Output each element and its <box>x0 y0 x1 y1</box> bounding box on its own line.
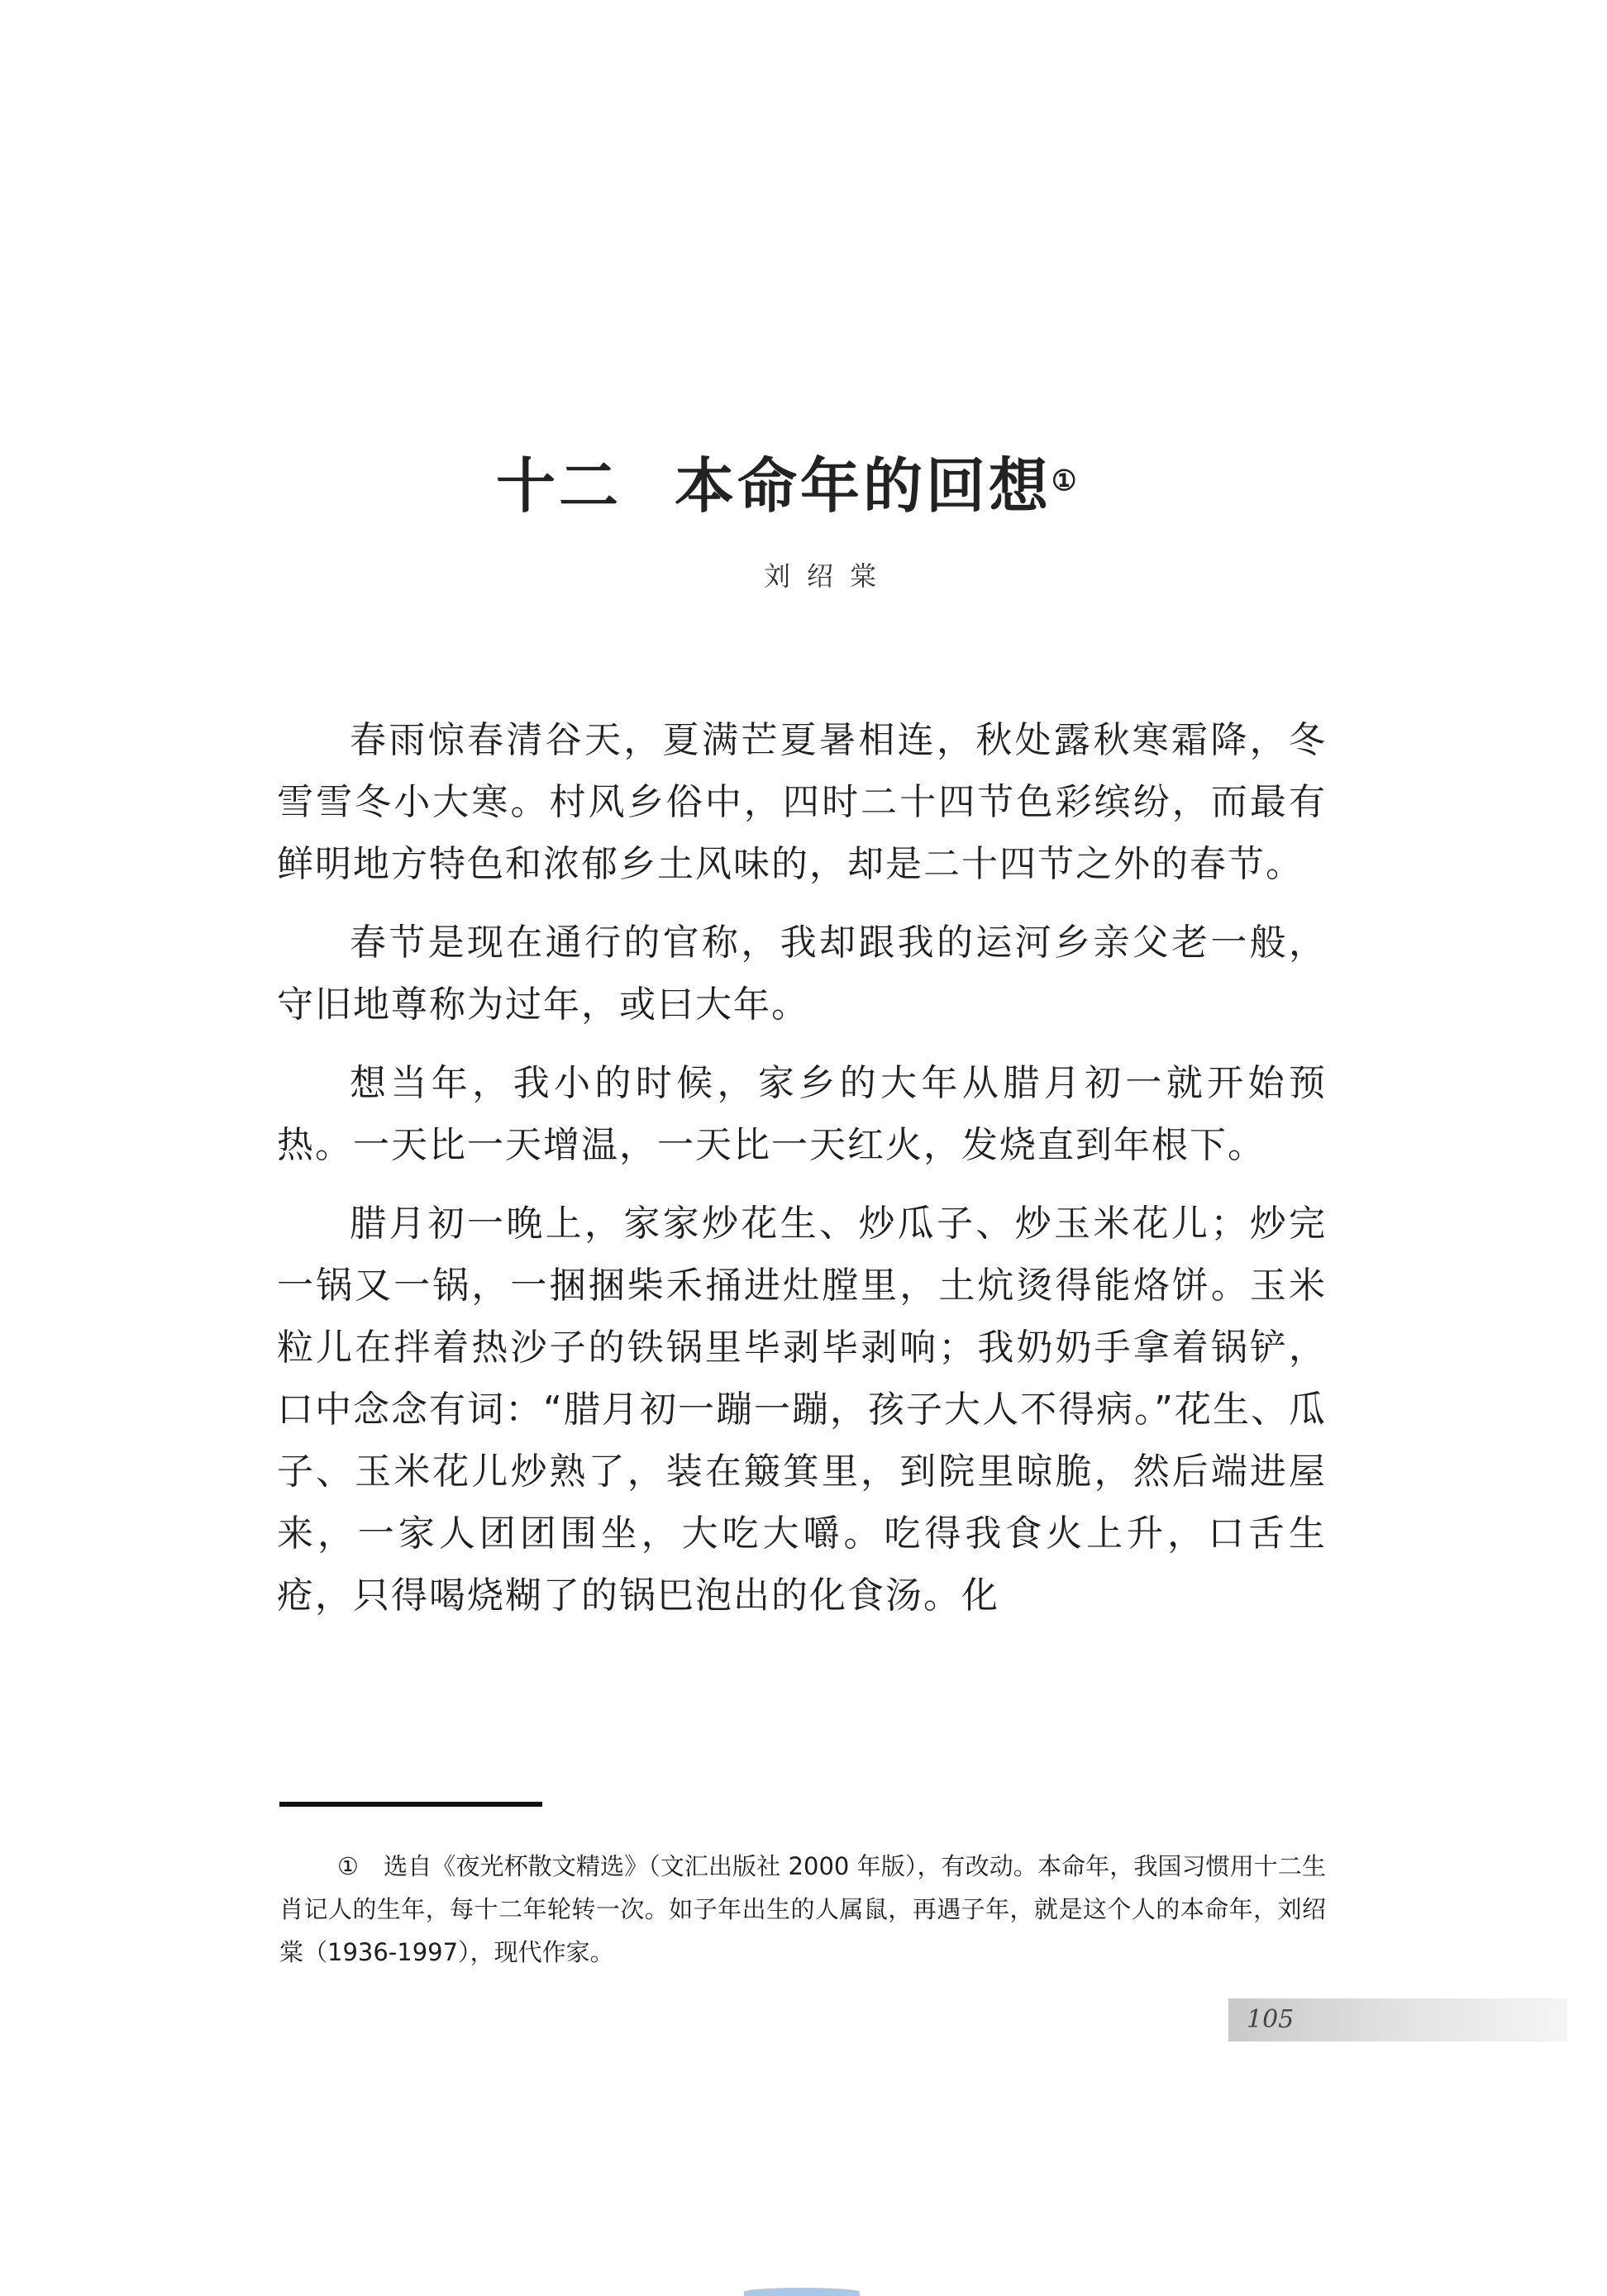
author-name: 刘绍棠 <box>763 560 893 592</box>
page-number: 105 <box>1247 2005 1295 2034</box>
paragraph: 想当年，我小的时候，家乡的大年从腊月初一就开始预热。一天比一天增温，一天比一天红火，发烧直到年根下。 <box>277 1062 1327 1166</box>
paragraph: 春节是现在通行的官称，我却跟我的运河乡亲父老一般，守旧地尊称为过年，或曰大年。 <box>277 922 1327 1026</box>
footnote-divider <box>279 1802 542 1807</box>
chapter-title-text: 本命年的回想 <box>675 450 1052 522</box>
paragraph: 腊月初一晚上，家家炒花生、炒瓜子、炒玉米花儿；炒完一锅又一锅，一捆捆柴禾捅进灶膛里，土炕烫得能烙饼。玉米粒儿在拌着热沙子的铁锅里毕剥毕剥响；我奶奶手拿着锅铲，口中念念有词：“腊月初一蹦一蹦，孩子大人不得病。”花生、瓜子、玉米花儿炒熟了，装在簸箕里，到院里晾脆，然后端进屋来，一家人团团围坐，大吃大嚼。吃得我食火上升，口舌生疮，只得喝烧糊了的锅巴泡出的化食汤。化 <box>277 1203 1327 1617</box>
paragraph: 春雨惊春清谷天，夏满芒夏暑相连，秋处露秋寒霜降，冬雪雪冬小大寒。村风乡俗中，四时二十四节色彩缤纷，而最有鲜明地方特色和浓郁乡土风味的，却是二十四节之外的春节。 <box>277 719 1327 885</box>
footnote <box>279 1845 1326 1974</box>
chapter-number: 十二 <box>496 450 622 522</box>
chapter-title <box>496 445 1124 527</box>
footnote-marker: ① <box>337 1852 360 1880</box>
bottom-edge-mark <box>744 2288 860 2296</box>
page-number-bar <box>1228 1998 1567 2041</box>
title-footnote-marker[interactable]: ① <box>1051 464 1080 498</box>
article-body <box>277 709 1327 1643</box>
footnote-text: 选自《夜光杯散文精选》（文汇出版社 2000 年版），有改动。本命年，我国习惯用十二生肖记人的生年，每十二年轮转一次。如子年出生的人属鼠，再遇子年，就是这个人的本命年，刘绍棠（1936-1997），现代作家。 <box>279 1852 1327 1966</box>
